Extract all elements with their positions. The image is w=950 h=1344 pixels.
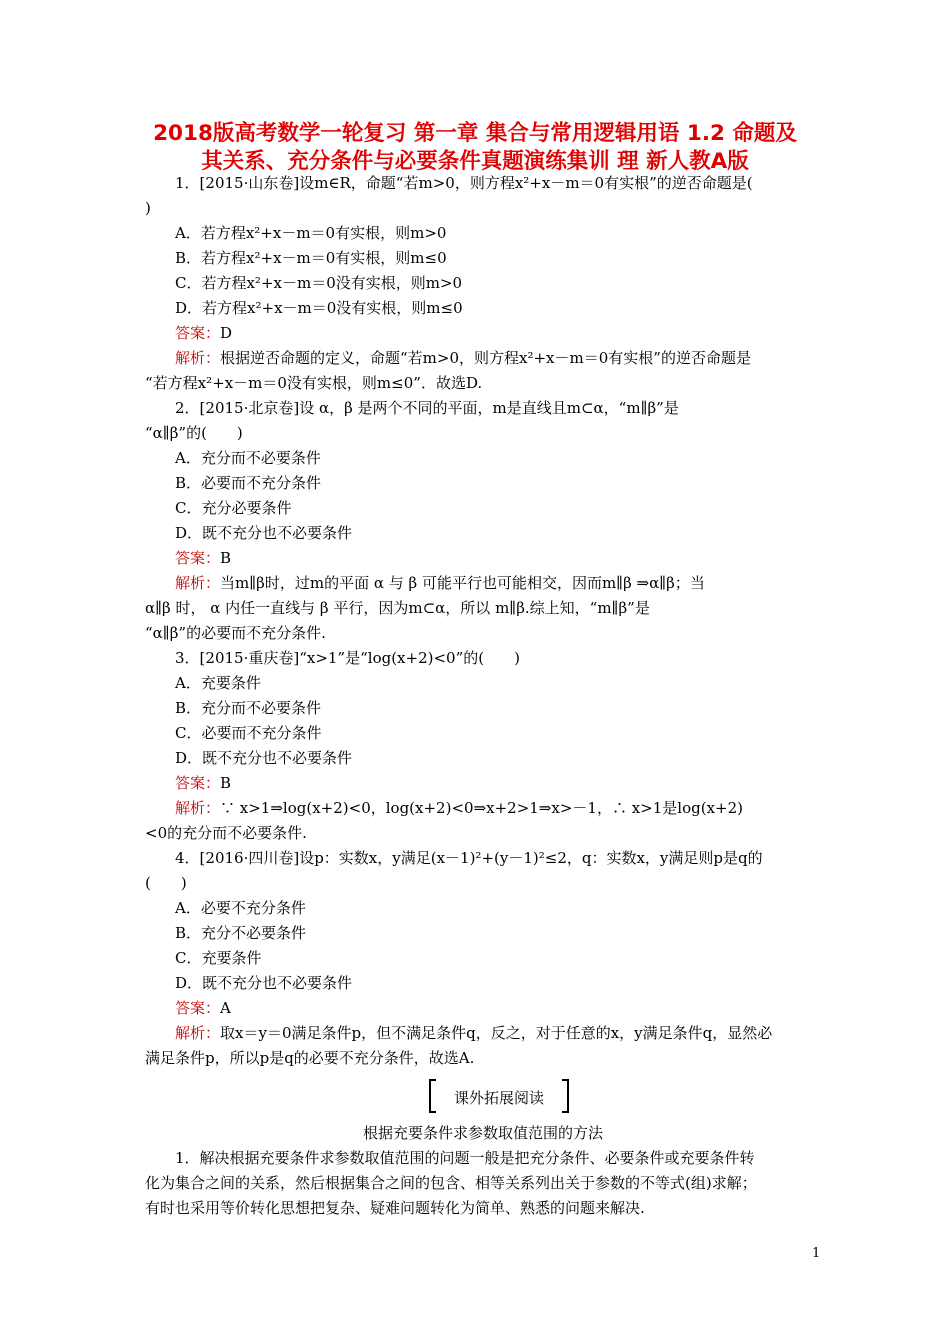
q4-option-d: D．既不充分也不必要条件 (175, 974, 353, 992)
analysis-text: ∵ x>1⇒log(x+2)<0，log(x+2)<0⇒x+2>1⇒x>－1，∴ x>1是log(x+2) (220, 799, 743, 817)
extra-paragraph-line-3: 有时也采用等价转化思想把复杂、疑难问题转化为简单、熟悉的问题来解决. (145, 1199, 645, 1217)
title-line-1: 2018版高考数学一轮复习 第一章 集合与常用逻辑用语 1.2 命题及 (153, 121, 797, 146)
q4-option-c: C．充要条件 (175, 949, 262, 967)
extra-reading-box (145, 1071, 821, 1121)
answer-value: B (220, 549, 232, 567)
q3-analysis-line-2: <0的充分而不必要条件. (145, 824, 307, 842)
q1-option-b: B．若方程x²+x－m＝0有实根，则m≤0 (175, 249, 447, 267)
answer-value: B (220, 774, 232, 792)
q3-analysis-line-1 (145, 796, 821, 821)
q1-option-c: C．若方程x²+x－m＝0没有实根，则m>0 (175, 274, 463, 292)
q3-option-d: D．既不充分也不必要条件 (175, 749, 353, 767)
q4-stem-line-2: ( ) (145, 874, 187, 892)
extra-reading-bracket (429, 1079, 569, 1113)
q3-option-a: A．充要条件 (175, 674, 261, 692)
q2-stem-line-1: 2．[2015·北京卷]设 α，β 是两个不同的平面，m是直线且m⊂α，“m∥β”是 (175, 399, 679, 417)
extra-paragraph-line-1: 1．解决根据充要条件求参数取值范围的问题一般是把充分条件、必要条件或充要条件转 (175, 1149, 755, 1167)
analysis-text: 当m∥β时，过m的平面 α 与 β 可能平行也可能相交，因而m∥β ⇒α∥β；当 (220, 574, 705, 592)
q3-answer (145, 771, 821, 796)
q3-option-c: C．必要而不充分条件 (175, 724, 322, 742)
q1-option-a: A．若方程x²+x－m＝0有实根，则m>0 (175, 224, 447, 242)
answer-label: 答案： (175, 999, 221, 1017)
q2-answer (145, 546, 821, 571)
analysis-text: 根据逆否命题的定义，命题“若m>0，则方程x²+x－m＝0有实根”的逆否命题是 (220, 349, 751, 367)
extra-heading: 根据充要条件求参数取值范围的方法 (362, 1124, 603, 1142)
q3-option-b: B．充分而不必要条件 (175, 699, 322, 717)
q2-option-b: B．必要而不充分条件 (175, 474, 322, 492)
document-title (100, 120, 850, 176)
q2-option-c: C．充分必要条件 (175, 499, 292, 517)
answer-value: A (220, 999, 231, 1017)
q1-option-d: D．若方程x²+x－m＝0没有实根，则m≤0 (175, 299, 463, 317)
q2-option-d: D．既不充分也不必要条件 (175, 524, 353, 542)
page-number: 1 (812, 1246, 821, 1261)
q4-stem-line-1: 4．[2016·四川卷]设p：实数x，y满足(x－1)²+(y－1)²≤2，q：实数x，y满足则p是q的 (175, 849, 763, 867)
analysis-label: 解析： (175, 1024, 221, 1042)
analysis-label: 解析： (175, 799, 221, 817)
q1-answer (145, 321, 821, 346)
document-body (145, 171, 821, 1221)
extra-paragraph-line-2: 化为集合之间的关系，然后根据集合之间的包含、相等关系列出关于参数的不等式(组)求解； (145, 1174, 757, 1192)
q2-analysis-line-1 (145, 571, 821, 596)
q1-stem-line-2: ) (145, 199, 151, 217)
extra-reading-title: 课外拓展阅读 (453, 1089, 544, 1107)
analysis-text: 取x＝y＝0满足条件p，但不满足条件q，反之，对于任意的x，y满足条件q，显然必 (220, 1024, 773, 1042)
q4-option-a: A．必要不充分条件 (175, 899, 306, 917)
analysis-label: 解析： (175, 349, 221, 367)
q2-option-a: A．充分而不必要条件 (175, 449, 321, 467)
answer-label: 答案： (175, 549, 221, 567)
q4-option-b: B．充分不必要条件 (175, 924, 307, 942)
q3-stem-line-1: 3．[2015·重庆卷]“x>1”是“log(x+2)<0”的( ) (175, 649, 520, 667)
analysis-label: 解析： (175, 574, 221, 592)
q2-analysis-line-2: α∥β 时， α 内任一直线与 β 平行，因为m⊂α，所以 m∥β.综上知，“m∥β”是 (145, 599, 650, 617)
answer-value: D (220, 324, 233, 342)
q2-analysis-line-3: “α∥β”的必要而不充分条件. (145, 624, 326, 642)
title-line-2: 其关系、充分条件与必要条件真题演练集训 理 新人教A版 (201, 149, 749, 174)
q2-stem-line-2: “α∥β”的( ) (145, 424, 243, 442)
q4-analysis-line-2: 满足条件p，所以p是q的必要不充分条件，故选A. (145, 1049, 475, 1067)
q4-analysis-line-1 (145, 1021, 821, 1046)
answer-label: 答案： (175, 324, 221, 342)
q1-analysis-line-1 (145, 346, 821, 371)
q1-analysis-line-2: “若方程x²+x－m＝0没有实根，则m≤0”．故选D. (145, 374, 483, 392)
q1-stem-line-1: 1．[2015·山东卷]设m∈R，命题“若m>0，则方程x²+x－m＝0有实根”的逆否命题是( (175, 174, 753, 192)
q4-answer (145, 996, 821, 1021)
answer-label: 答案： (175, 774, 221, 792)
